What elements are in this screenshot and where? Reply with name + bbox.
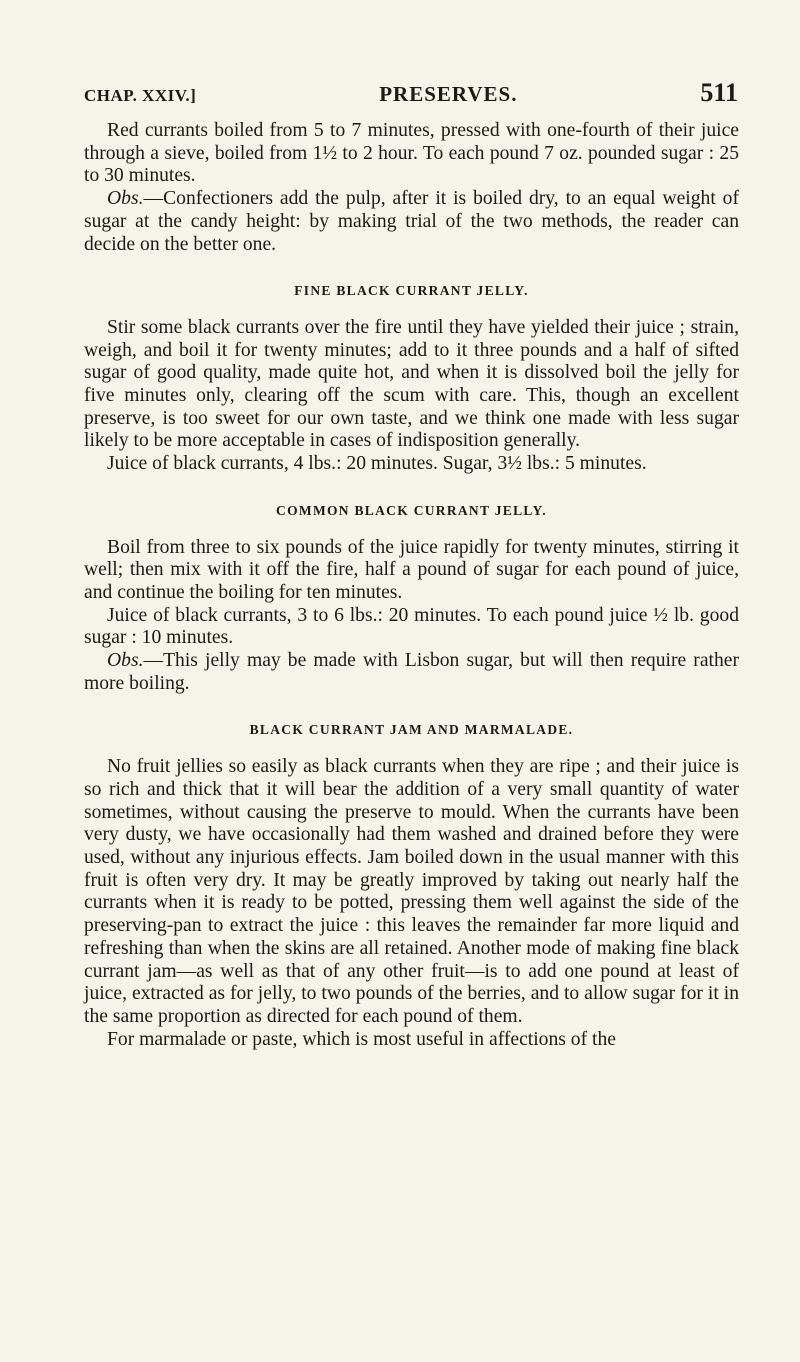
section-title: PRESERVES. (379, 82, 518, 106)
common-jelly-paragraph: Boil from three to six pounds of the juice rapidly for twenty minutes, stirring it well; then mix with it off the fire, half a pound of sugar for each pound of juice, and continue the boiling for ten minutes. (84, 536, 739, 603)
red-currant-obs-paragraph (84, 188, 739, 256)
page-body (84, 120, 739, 1051)
heading-fine-black-currant-jelly: FINE BLACK CURRANT JELLY. (294, 283, 529, 299)
common-jelly-obs-paragraph (84, 650, 739, 695)
heading-common-black-currant-jelly: COMMON BLACK CURRANT JELLY. (276, 502, 547, 518)
obs-text: —Confectioners add the pulp, after it is boiled dry, to an equal weight of sugar at the candy height: by making trial of the two methods, the reader can decide on the better one. (84, 188, 739, 255)
common-jelly-quantities: Juice of black currants, 3 to 6 lbs.: 20 minutes. To each pound juice ½ lb. good sugar : 10 minutes. (84, 604, 739, 649)
fine-jelly-quantities: Juice of black currants, 4 lbs.: 20 minutes. Sugar, 3½ lbs.: 5 minutes. (107, 453, 647, 475)
running-head (84, 78, 738, 108)
heading-black-currant-jam: BLACK CURRANT JAM AND MARMALADE. (249, 722, 574, 738)
obs-text: —This jelly may be made with Lisbon sugar, but will then require rather more boiling. (84, 650, 739, 694)
fine-jelly-paragraph: Stir some black currants over the fire until they have yielded their juice ; strain, weigh, and boil it for twenty minutes; add to it three pounds and a half of sifted sugar of good quality, made quite hot, and when it is dissolved boil the jelly for five minutes only, clearing off the scum with care. This, though an excellent preserve, is too sweet for our own taste, and we think one made with less sugar likely to be more acceptable in cases of indisposition generally. (84, 316, 739, 452)
marmalade-paragraph: For marmalade or paste, which is most useful in affections of the (107, 1028, 616, 1050)
obs-label: Obs. (107, 650, 144, 672)
page-number: 511 (700, 78, 738, 107)
chapter-marker: CHAP. XXIV.] (84, 86, 197, 105)
obs-label: Obs. (107, 188, 144, 210)
red-currant-paragraph: Red currants boiled from 5 to 7 minutes, pressed with one-fourth of their juice through a sieve, boiled from 1½ to 2 hour. To each pound 7 oz. pounded sugar : 25 to 30 minutes. (84, 120, 739, 187)
jam-paragraph: No fruit jellies so easily as black currants when they are ripe ; and their juice is so rich and thick that it will bear the addition of a very small quantity of water sometimes, without causing the preserve to mould. When the currants have been very dusty, we have occasionally had them washed and drained before they were used, without any injurious effects. Jam boiled down in the usual manner with this fruit is often very dry. It may be greatly improved by taking out nearly half the currants when it is ready to be potted, pressing them well against the side of the preserving-pan to extract the juice : this leaves the remainder far more liquid and refreshing than when the skins are all retained. Another mode of making fine black currant jam—as well as that of any other fruit—is to add one pound at least of juice, extracted as for jelly, to two pounds of the berries, and to allow sugar for it in the same proportion as directed for each pound of them. (84, 756, 739, 1027)
